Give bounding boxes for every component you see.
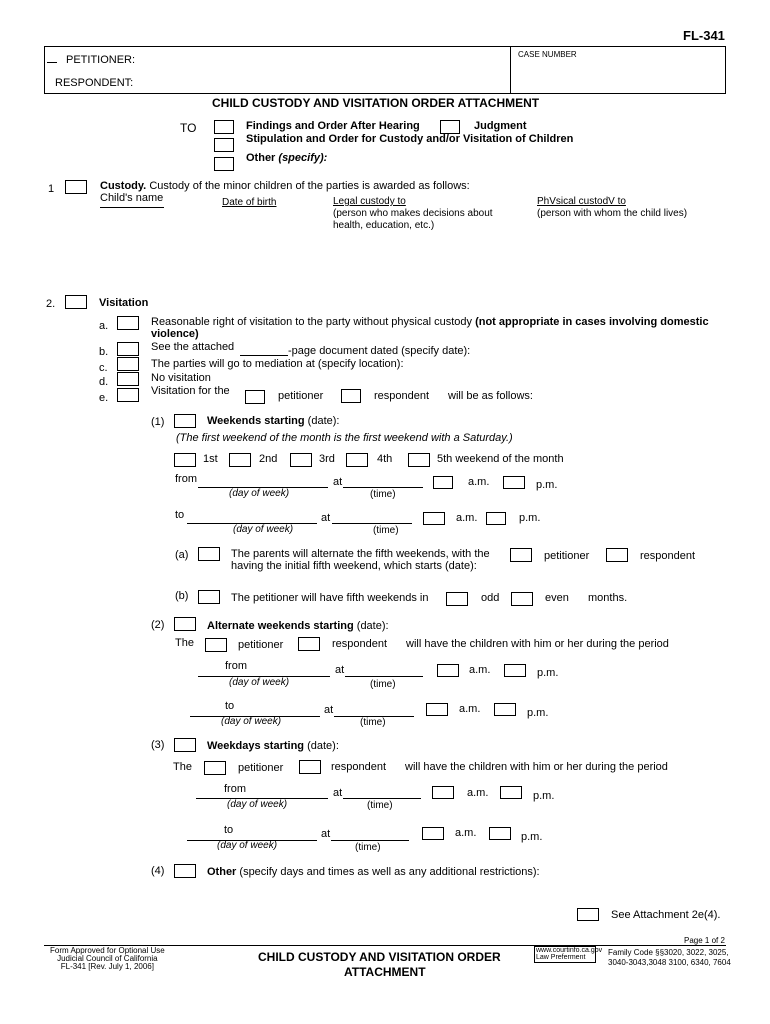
weekends-to-pm-checkbox[interactable] [486, 512, 506, 525]
visitation-a-letter: a. [99, 320, 109, 332]
weekends-to-at: at [321, 512, 331, 524]
weekdays-checkbox[interactable] [174, 738, 196, 752]
weekends-to-am-checkbox[interactable] [423, 512, 445, 525]
alternate-to-day-caption: (day of week) [221, 716, 282, 727]
weekends-a-respondent-checkbox[interactable] [606, 548, 628, 562]
footer-title-2: ATTACHMENT [344, 965, 426, 979]
alternate-from-label: from [225, 660, 247, 672]
other-order-label: Other (specify): [246, 152, 328, 164]
page-title: CHILD CUSTODY AND VISITATION ORDER ATTACHMENT [212, 96, 540, 110]
to-label: TO [180, 121, 197, 135]
footer-code [608, 948, 731, 968]
page-number: Page 1 of 2 [684, 936, 725, 945]
col-date-of-birth: Date of birth [222, 197, 277, 208]
visitation-heading: Visitation [99, 297, 149, 309]
legal-custody-note-2: health, education, etc.) [333, 220, 435, 231]
weekends-from-time-caption: (time) [370, 489, 396, 500]
other-number: (4) [151, 865, 165, 877]
visitation-e-text-1: Visitation for the [151, 385, 230, 397]
weekends-b-text: The petitioner will have fifth weekends in [231, 592, 429, 604]
weekdays-from-at: at [333, 787, 343, 799]
alternate-respondent-checkbox[interactable] [298, 637, 320, 651]
alternate-checkbox[interactable] [174, 617, 196, 631]
weekdays-to-time-caption: (time) [355, 842, 381, 853]
alternate-from-pm-checkbox[interactable] [504, 664, 526, 677]
weekends-from-at: at [333, 476, 343, 488]
alternate-from-time-caption: (time) [370, 679, 396, 690]
legal-custody-note-1: (person who makes decisions about [333, 208, 493, 219]
childs-name-rule [100, 207, 164, 208]
other-checkbox[interactable] [174, 864, 196, 878]
weekends-a-text-2: having the initial fifth weekend, which starts (date): [231, 560, 477, 572]
stipulation-label: Stipulation and Order for Custody and/or Visitation of Children [246, 133, 574, 145]
fifth-weekend-checkbox[interactable] [408, 453, 430, 467]
weekends-number: (1) [151, 416, 165, 428]
alternate-to-am-checkbox[interactable] [426, 703, 448, 716]
col-childs-name: Child's name [100, 192, 164, 204]
weekdays-from-am: a.m. [467, 787, 489, 799]
weekdays-to-pm: p.m. [521, 831, 543, 843]
first-weekend-label: 1st [203, 453, 218, 465]
weekends-heading: Weekends starting (date): [207, 415, 340, 427]
footer-code-line-1: Family Code §§3020, 3022, 3025, [608, 948, 729, 957]
third-weekend-checkbox[interactable] [290, 453, 312, 467]
findings-checkbox[interactable] [214, 120, 234, 134]
footer-stamp-line-1: www.courtinfo.ca.gov [536, 947, 603, 954]
weekdays-from-label: from [224, 783, 246, 795]
visitation-a-checkbox[interactable] [117, 316, 139, 330]
footer-title-1: CHILD CUSTODY AND VISITATION ORDER [258, 950, 501, 964]
weekdays-from-pm: p.m. [533, 790, 555, 802]
weekdays-petitioner-checkbox[interactable] [204, 761, 226, 775]
weekdays-from-am-checkbox[interactable] [432, 786, 454, 799]
footer-approval-line-2: Judicial Council of California [57, 954, 158, 963]
visitation-checkbox[interactable] [65, 295, 87, 309]
see-attachment-checkbox[interactable] [577, 908, 599, 921]
weekdays-to-day-caption: (day of week) [217, 840, 278, 851]
alternate-to-label: to [225, 700, 235, 712]
visitation-d-letter: d. [99, 376, 109, 388]
visitation-b-checkbox[interactable] [117, 342, 139, 356]
weekdays-to-pm-checkbox[interactable] [489, 827, 511, 840]
visitation-e-petitioner-checkbox[interactable] [245, 390, 265, 404]
weekdays-to-time-line[interactable] [331, 840, 409, 841]
weekends-to-time-caption: (time) [373, 525, 399, 536]
fourth-weekend-checkbox[interactable] [346, 453, 368, 467]
alternate-to-pm-checkbox[interactable] [494, 703, 516, 716]
weekends-a-petitioner: petitioner [544, 550, 590, 562]
weekends-from-day-caption: (day of week) [229, 488, 290, 499]
visitation-e-text-2: will be as follows: [448, 390, 533, 402]
second-weekend-checkbox[interactable] [229, 453, 251, 467]
weekends-to-pm: p.m. [519, 512, 541, 524]
alternate-number: (2) [151, 619, 165, 631]
visitation-e-respondent-checkbox[interactable] [341, 389, 361, 403]
form-id: FL-341 [683, 28, 725, 43]
col-physical-custody: PhVsical custodV to [537, 196, 626, 207]
alternate-heading: Alternate weekends starting (date): [207, 620, 389, 632]
weekdays-heading: Weekdays starting (date): [207, 740, 339, 752]
weekends-a-respondent: respondent [640, 550, 696, 562]
visitation-e-petitioner: petitioner [278, 390, 324, 402]
months-label: months. [588, 592, 628, 604]
weekends-a-checkbox[interactable] [198, 547, 220, 561]
judgment-label: Judgment [474, 120, 527, 132]
visitation-d-checkbox[interactable] [117, 372, 139, 386]
visitation-c-letter: c. [99, 362, 108, 374]
alternate-petitioner: petitioner [238, 639, 284, 651]
weekdays-from-time-line[interactable] [343, 798, 421, 799]
alternate-from-am-checkbox[interactable] [437, 664, 459, 677]
col-legal-custody: Legal custody to [333, 196, 406, 207]
alternate-to-pm: p.m. [527, 707, 549, 719]
judgment-checkbox[interactable] [440, 120, 460, 134]
weekends-to-day-caption: (day of week) [233, 524, 294, 535]
physical-custody-note: (person with whom the child lives) [537, 208, 688, 219]
petitioner-mark [47, 62, 57, 63]
alternate-from-day-caption: (day of week) [229, 677, 290, 688]
alternate-the: The [175, 637, 194, 649]
visitation-number: 2. [46, 298, 56, 310]
weekends-from-pm-checkbox[interactable] [503, 476, 525, 489]
visitation-e-letter: e. [99, 392, 109, 404]
weekends-from-time-line[interactable] [343, 487, 423, 488]
weekdays-respondent: respondent [331, 761, 387, 773]
even-label: even [545, 592, 569, 604]
findings-label: Findings and Order After Hearing [246, 120, 420, 132]
alternate-from-am: a.m. [469, 664, 491, 676]
visitation-b-letter: b. [99, 346, 109, 358]
footer-approval [50, 947, 165, 971]
footer-approval-line-3: FL-341 [Rev. July 1, 2006] [60, 962, 154, 971]
first-weekend-checkbox[interactable] [174, 453, 196, 467]
weekends-a-petitioner-checkbox[interactable] [510, 548, 532, 562]
respondent-label: RESPONDENT: [55, 77, 134, 89]
petitioner-label: PETITIONER: [66, 54, 136, 66]
fifth-weekend-label: 5th weekend of the month [437, 453, 564, 465]
weekends-a-text-1: The parents will alternate the fifth weekends, with the [231, 548, 490, 560]
visitation-e-checkbox[interactable] [117, 388, 139, 402]
footer-stamp-line-2: Law Preferment [536, 954, 586, 961]
visitation-e-respondent: respondent [374, 390, 430, 402]
weekends-to-time-line[interactable] [332, 523, 412, 524]
caption-box [44, 46, 726, 94]
alternate-to-at: at [324, 704, 334, 716]
weekends-from-am: a.m. [468, 476, 490, 488]
weekdays-respondent-checkbox[interactable] [299, 760, 321, 774]
visitation-a-text: Reasonable right of visitation to the party without physical custody (not appropriate in cases involving domestic [151, 316, 709, 328]
visitation-a-text-2: violence) [151, 328, 199, 340]
alternate-from-pm: p.m. [537, 667, 559, 679]
weekends-checkbox[interactable] [174, 414, 196, 428]
weekends-from-pm: p.m. [536, 479, 558, 491]
alternate-text: will have the children with him or her during the period [406, 638, 669, 650]
weekends-a-label: (a) [175, 549, 189, 561]
other-order-checkbox[interactable] [214, 157, 234, 171]
weekdays-from-time-caption: (time) [367, 800, 393, 811]
weekdays-number: (3) [151, 739, 165, 751]
custody-checkbox[interactable] [65, 180, 87, 194]
weekdays-from-pm-checkbox[interactable] [500, 786, 522, 799]
weekdays-the: The [173, 761, 192, 773]
fourth-weekend-label: 4th [377, 453, 393, 465]
custody-number: 1 [48, 183, 55, 195]
weekends-b-label: (b) [175, 590, 189, 602]
weekends-from-label: from [175, 473, 197, 485]
case-number-label: CASE NUMBER [518, 50, 577, 59]
weekdays-to-am-checkbox[interactable] [422, 827, 444, 840]
second-weekend-label: 2nd [259, 453, 278, 465]
custody-text: Custody. Custody of the minor children of the parties is awarded as follows: [100, 180, 470, 192]
third-weekend-label: 3rd [319, 453, 335, 465]
visitation-c-checkbox[interactable] [117, 357, 139, 371]
weekends-to-am: a.m. [456, 512, 478, 524]
see-attachment-label: See Attachment 2e(4). [611, 909, 721, 921]
weekdays-from-day-caption: (day of week) [227, 799, 288, 810]
page-count-line[interactable] [240, 355, 288, 356]
alternate-to-am: a.m. [459, 703, 481, 715]
other-text: Other (specify days and times as well as any additional restrictions): [207, 866, 540, 878]
visitation-b-text-1: See the attached [151, 341, 235, 353]
weekends-from-am-checkbox[interactable] [433, 476, 453, 489]
weekdays-to-at: at [321, 828, 331, 840]
alternate-from-time-line[interactable] [345, 676, 423, 677]
alternate-to-time-caption: (time) [360, 717, 386, 728]
footer-approval-line-1: Form Approved for Optional Use [50, 946, 165, 955]
odd-checkbox[interactable] [446, 592, 468, 606]
weekdays-to-label: to [224, 824, 234, 836]
odd-label: odd [481, 592, 500, 604]
weekends-to-label: to [175, 509, 185, 521]
weekdays-to-am: a.m. [455, 827, 477, 839]
visitation-d-text: No visitation [151, 372, 211, 384]
footer-stamp [536, 947, 602, 961]
weekdays-petitioner: petitioner [238, 762, 284, 774]
weekends-note: (The first weekend of the month is the first weekend with a Saturday.) [176, 432, 513, 444]
footer-code-line-2: 3040-3043,3048 3100, 6340, 7604 [608, 958, 731, 967]
visitation-c-text: The parties will go to mediation at (specify location): [151, 358, 404, 370]
weekdays-text: will have the children with him or her during the period [405, 761, 668, 773]
alternate-petitioner-checkbox[interactable] [205, 638, 227, 652]
visitation-b-text-2: -page document dated (specify date): [288, 345, 471, 357]
case-number-divider [510, 46, 511, 94]
even-checkbox[interactable] [511, 592, 533, 606]
weekends-b-checkbox[interactable] [198, 590, 220, 604]
stipulation-checkbox[interactable] [214, 138, 234, 152]
alternate-from-at: at [335, 664, 345, 676]
alternate-respondent: respondent [332, 638, 388, 650]
